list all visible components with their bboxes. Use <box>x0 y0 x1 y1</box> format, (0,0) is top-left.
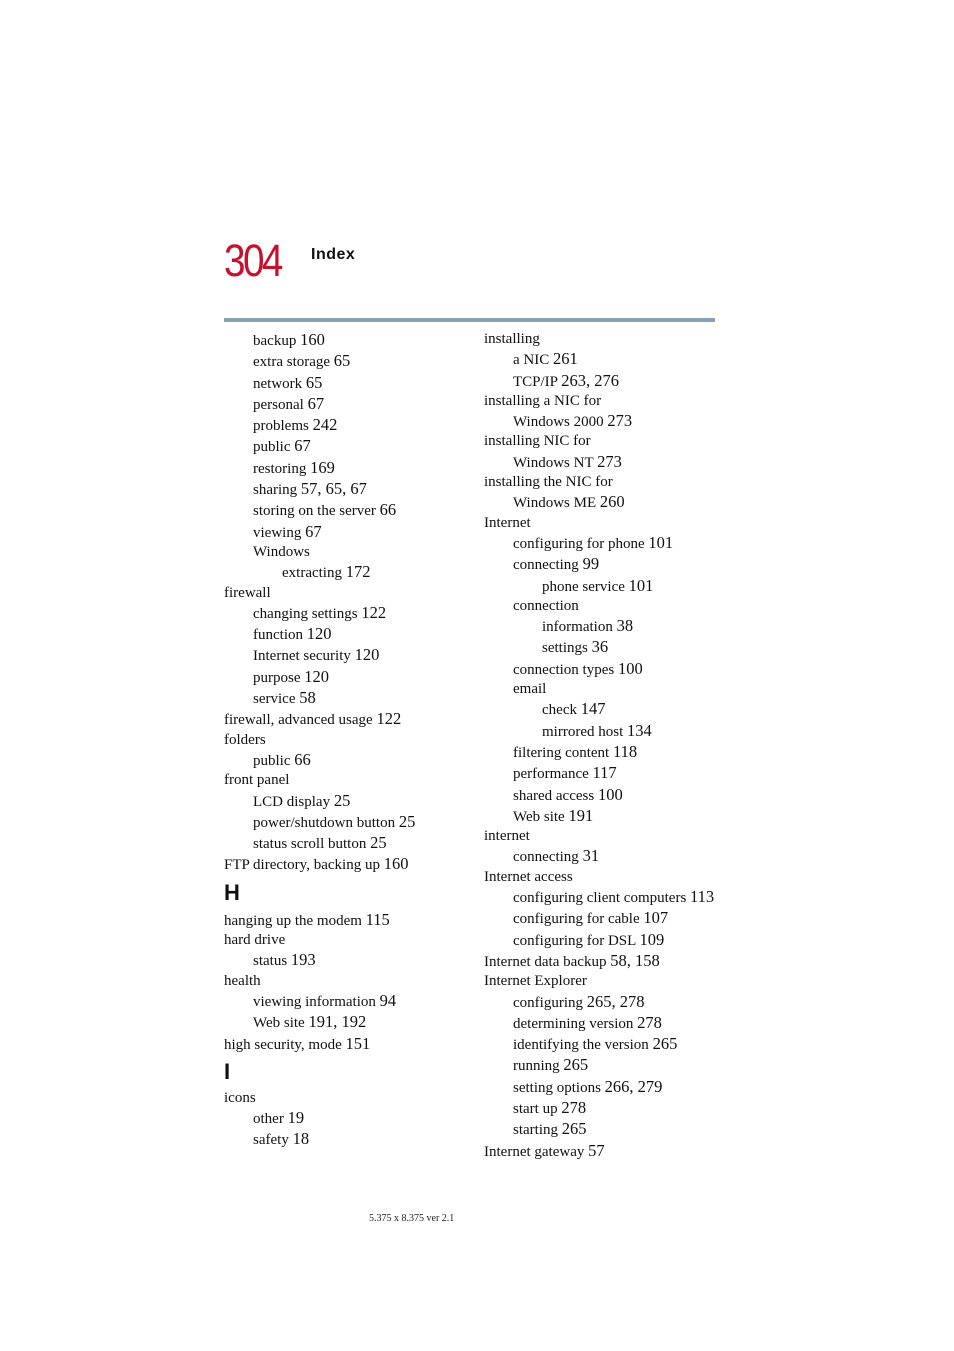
index-term: hanging up the modem <box>224 912 362 929</box>
index-term: high security, mode <box>224 1036 342 1053</box>
index-entry <box>224 950 474 971</box>
index-term: information <box>542 619 613 636</box>
index-term: starting <box>513 1122 558 1139</box>
index-page-refs: 122 <box>361 602 387 622</box>
header-rule <box>224 318 715 322</box>
index-entry <box>224 667 474 688</box>
index-page-refs: 169 <box>310 457 335 477</box>
index-entry <box>224 812 474 833</box>
index-term: a NIC <box>513 352 550 369</box>
index-entry <box>224 1034 474 1055</box>
index-term: LCD display <box>253 793 331 810</box>
index-page-refs: 57 <box>588 1140 605 1160</box>
index-term: installing NIC for <box>484 433 591 450</box>
index-term: status scroll button <box>253 836 367 853</box>
index-entry <box>224 330 474 351</box>
index-term: backup <box>253 333 297 349</box>
index-entry <box>484 680 724 699</box>
index-entry <box>484 597 724 616</box>
index-term: restoring <box>253 460 307 477</box>
index-term: connection types <box>513 661 615 678</box>
index-term: connecting <box>513 849 579 866</box>
index-entry <box>224 373 474 394</box>
index-page-refs: 242 <box>312 415 338 435</box>
index-term: settings <box>542 640 588 657</box>
index-column-right <box>484 330 724 1162</box>
footer-note: 5.375 x 8.375 ver 2.1 <box>369 1213 455 1224</box>
index-page-refs: 265 <box>561 1119 587 1139</box>
index-entry <box>484 1013 724 1034</box>
index-entry <box>224 750 474 771</box>
index-entry <box>224 854 474 875</box>
index-entry <box>224 645 474 666</box>
index-term: firewall <box>224 584 271 601</box>
index-entry <box>484 887 724 908</box>
index-term: problems <box>253 418 309 435</box>
index-term: changing settings <box>253 605 358 622</box>
index-entry <box>224 351 474 372</box>
index-term: other <box>253 1111 284 1128</box>
index-term: Internet access <box>484 868 573 885</box>
index-entry <box>484 742 724 763</box>
index-page-refs: 67 <box>305 521 322 541</box>
index-term: safety <box>253 1132 289 1149</box>
index-term: start up <box>513 1100 558 1117</box>
index-page-refs: 99 <box>582 554 600 574</box>
index-term: internet <box>484 828 530 845</box>
index-entry <box>484 992 724 1013</box>
index-term: power/shutdown button <box>253 814 396 831</box>
index-page-refs: 100 <box>617 658 643 678</box>
index-page-refs: 261 <box>553 349 578 369</box>
index-term: personal <box>253 396 304 413</box>
index-term: extracting <box>282 565 342 582</box>
index-term: TCP/IP <box>513 373 558 390</box>
index-entry <box>224 709 474 730</box>
index-term: FTP directory, backing up <box>224 857 380 874</box>
index-term: configuring for DSL <box>513 932 636 949</box>
index-page-refs: 120 <box>354 645 380 665</box>
index-page-refs: 67 <box>294 436 311 456</box>
index-entry <box>224 1012 474 1033</box>
index-entry <box>484 908 724 929</box>
index-entry <box>224 394 474 415</box>
index-term: storing on the server <box>253 503 376 520</box>
index-page-refs: 25 <box>333 790 351 810</box>
index-page-refs: 19 <box>287 1108 305 1128</box>
index-term: email <box>513 681 547 698</box>
section-title: Index <box>311 246 356 263</box>
index-page-refs: 115 <box>365 909 390 929</box>
index-page-refs: 25 <box>398 811 416 831</box>
index-entry <box>484 1119 724 1140</box>
index-term: connection <box>513 597 579 614</box>
index-term: front panel <box>224 772 290 789</box>
index-page-refs: 191, 192 <box>308 1012 367 1032</box>
index-page-refs: 65 <box>333 351 351 371</box>
index-entry <box>484 846 724 867</box>
index-page-refs: 120 <box>306 624 332 644</box>
index-term: icons <box>224 1089 256 1106</box>
index-page-refs: 265, 278 <box>586 991 645 1011</box>
index-page-refs: 117 <box>592 763 617 783</box>
index-term: filtering content <box>513 744 610 761</box>
index-term: sharing <box>253 482 298 499</box>
index-entry <box>484 452 724 473</box>
index-entry <box>484 951 724 972</box>
index-entry <box>484 806 724 827</box>
index-page-refs: 273 <box>597 451 622 471</box>
index-entry <box>484 514 724 533</box>
index-entry <box>224 522 474 543</box>
index-page-refs: 278 <box>637 1012 662 1032</box>
index-entry <box>224 791 474 812</box>
index-entry <box>224 1129 474 1150</box>
index-term: Internet gateway <box>484 1143 585 1160</box>
index-term: setting options <box>513 1079 601 1096</box>
index-term: configuring for phone <box>513 535 645 552</box>
index-term: firewall, advanced usage <box>224 712 373 729</box>
index-entry <box>484 616 724 637</box>
index-page-refs: 57, 65, 67 <box>300 479 367 499</box>
index-term: installing a NIC for <box>484 392 602 409</box>
index-entry <box>484 392 724 411</box>
index-term: connecting <box>513 557 579 574</box>
index-page-refs: 147 <box>580 699 606 719</box>
index-entry <box>484 554 724 575</box>
index-term: shared access <box>513 787 595 804</box>
index-page-refs: 94 <box>379 990 397 1010</box>
index-entry <box>224 731 474 750</box>
index-entry <box>224 415 474 436</box>
index-page-refs: 113 <box>690 887 715 907</box>
index-page-refs: 172 <box>345 562 371 582</box>
index-term: purpose <box>253 669 301 686</box>
index-page-refs: 191 <box>568 805 594 825</box>
index-page-refs: 36 <box>591 637 609 657</box>
index-entry <box>484 699 724 720</box>
index-term: viewing information <box>253 993 376 1010</box>
index-term: Internet <box>484 514 531 531</box>
index-term: phone service <box>542 578 625 595</box>
index-page-refs: 66 <box>294 749 311 769</box>
index-page-refs: 101 <box>648 532 674 552</box>
index-page-refs: 58 <box>299 688 316 708</box>
index-term: folders <box>224 731 266 748</box>
index-page-refs: 273 <box>607 411 633 431</box>
index-page-refs: 31 <box>582 846 600 866</box>
index-entry <box>484 533 724 554</box>
index-entry <box>224 833 474 854</box>
index-page-refs: 118 <box>612 741 638 761</box>
index-term: configuring client computers <box>513 890 687 907</box>
index-entry <box>484 785 724 806</box>
index-term: running <box>513 1058 560 1075</box>
index-page-refs: 109 <box>639 929 665 949</box>
index-entry <box>484 763 724 784</box>
index-term: Internet security <box>253 648 351 665</box>
index-entry <box>224 562 474 583</box>
index-term: status <box>253 953 288 970</box>
index-page-refs: 38 <box>616 616 634 636</box>
index-term: Windows ME <box>513 495 597 512</box>
index-page-refs: 67 <box>307 393 325 413</box>
index-entry <box>224 972 474 991</box>
index-entry <box>484 930 724 951</box>
index-entry <box>224 624 474 645</box>
index-entry <box>224 543 474 562</box>
index-page-refs: 266, 279 <box>604 1076 663 1096</box>
index-entry <box>484 1077 724 1098</box>
index-letter-heading: H <box>224 879 240 905</box>
index-term: Windows NT <box>513 454 594 471</box>
index-entry <box>224 479 474 500</box>
index-entry <box>484 1098 724 1119</box>
index-entry <box>484 492 724 513</box>
index-term: public <box>253 439 291 456</box>
index-term: Windows <box>253 543 310 560</box>
index-term: hard drive <box>224 932 286 949</box>
index-page-refs: 120 <box>304 666 329 686</box>
index-term: network <box>253 375 303 392</box>
index-entry <box>484 721 724 742</box>
index-term: Internet Explorer <box>484 973 587 990</box>
index-entry <box>484 972 724 991</box>
index-entry <box>224 500 474 521</box>
index-page-refs: 265 <box>652 1034 678 1054</box>
index-page-refs: 25 <box>370 833 387 853</box>
index-page-refs: 101 <box>628 575 654 595</box>
index-term: performance <box>513 766 589 783</box>
index-entry <box>224 603 474 624</box>
index-page-refs: 66 <box>379 500 397 520</box>
index-page-refs: 134 <box>626 720 652 740</box>
index-entry <box>484 1141 724 1162</box>
index-page-refs: 160 <box>383 854 409 874</box>
index-entry <box>484 1034 724 1055</box>
index-term: health <box>224 972 261 989</box>
index-entry <box>224 991 474 1012</box>
index-page-refs: 160 <box>300 330 325 349</box>
page-number: 304 <box>224 235 281 286</box>
index-letter-heading: I <box>224 1058 231 1084</box>
index-term: extra storage <box>253 354 331 371</box>
index-page-refs: 65 <box>305 372 323 392</box>
index-term: Web site <box>253 1015 305 1032</box>
index-term: configuring <box>513 994 583 1011</box>
index-entry <box>484 868 724 887</box>
index-page-refs: 278 <box>561 1097 587 1117</box>
index-page-refs: 263, 276 <box>561 370 619 390</box>
index-term: Internet data backup <box>484 953 607 970</box>
index-entry <box>484 1055 724 1076</box>
index-entry <box>224 771 474 790</box>
index-entry <box>224 688 474 709</box>
index-page-refs: 100 <box>597 784 623 804</box>
index-page-refs: 107 <box>643 908 669 928</box>
index-page-refs: 122 <box>376 709 402 729</box>
index-entry <box>484 349 724 370</box>
index-term: determining version <box>513 1015 634 1032</box>
index-page-refs: 193 <box>290 950 316 970</box>
index-entry <box>224 458 474 479</box>
index-page-refs: 265 <box>563 1055 589 1075</box>
index-entry <box>484 827 724 846</box>
index-term: service <box>253 691 296 708</box>
index-entry <box>484 432 724 451</box>
index-page-refs: 58, 158 <box>610 950 660 970</box>
index-entry <box>484 371 724 392</box>
index-page-refs: 151 <box>345 1033 371 1053</box>
index-entry <box>224 436 474 457</box>
index-term: installing <box>484 331 540 347</box>
index-page-refs: 260 <box>599 492 625 512</box>
index-entry <box>224 910 474 931</box>
index-entry <box>224 931 474 950</box>
index-term: public <box>253 752 291 769</box>
index-term: function <box>253 627 303 644</box>
index-term: mirrored host <box>542 723 624 740</box>
index-page-refs: 18 <box>292 1129 310 1149</box>
index-term: identifying the version <box>513 1037 649 1054</box>
index-entry <box>224 1108 474 1129</box>
index-term: installing the NIC for <box>484 474 613 491</box>
index-entry <box>484 411 724 432</box>
index-entry <box>224 584 474 603</box>
index-term: Web site <box>513 808 565 825</box>
index-entry <box>484 659 724 680</box>
index-term: viewing <box>253 524 302 541</box>
index-entry <box>484 637 724 658</box>
index-term: check <box>542 702 577 719</box>
index-entry <box>484 576 724 597</box>
index-term: Windows 2000 <box>513 414 604 431</box>
index-entry <box>224 1089 474 1108</box>
index-entry <box>484 330 724 349</box>
index-term: configuring for cable <box>513 911 640 928</box>
index-entry <box>484 473 724 492</box>
index-column-left <box>224 330 474 1151</box>
